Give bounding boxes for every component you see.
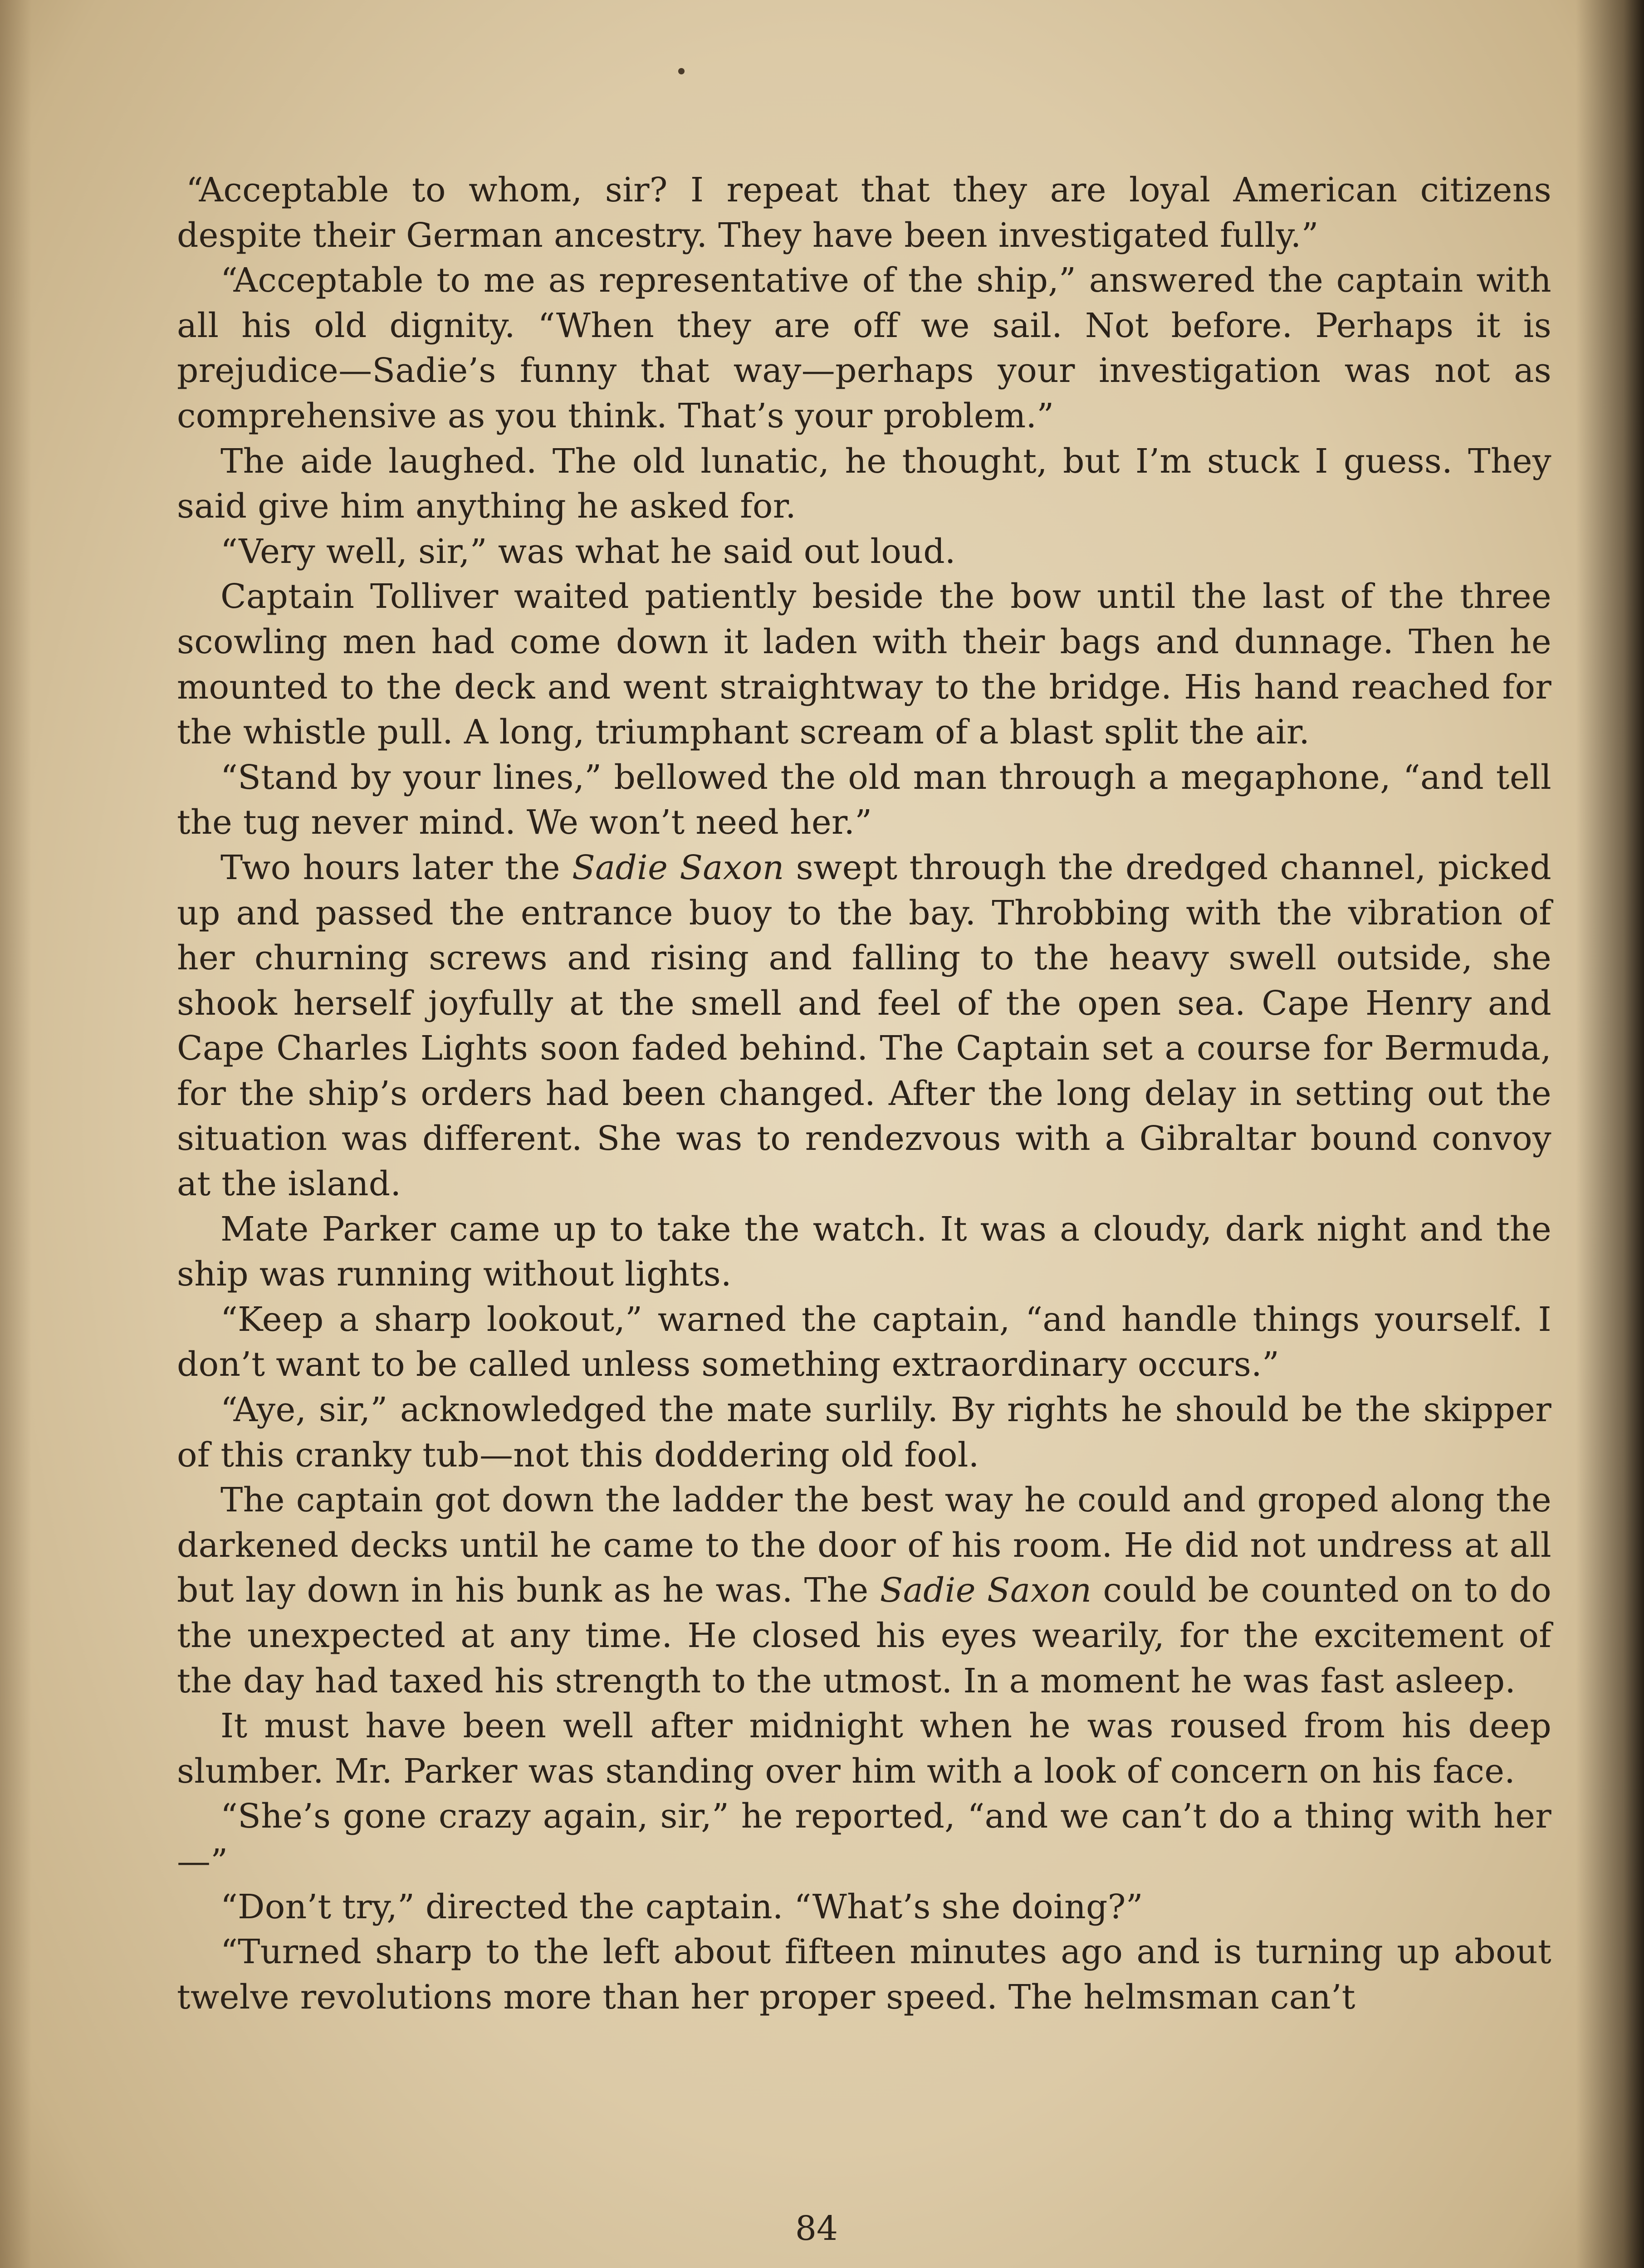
paragraph [177, 574, 1551, 755]
page-number: 84 [795, 2209, 838, 2248]
paragraph [177, 755, 1551, 846]
paragraph [177, 168, 1551, 258]
paragraph-text: “Keep a sharp lookout,” warned the captain, “and handle things yourself. I don’t want to be called unless something extraordinary occurs.” [177, 1300, 1551, 1384]
paragraph-text: The aide laughed. The old lunatic, he thought, but I’m stuck I guess. They said give him anything he asked for. [177, 441, 1551, 526]
paragraph-text: The captain got down the ladder the best way he could and groped along the darkened decks until he came to the door of his room. He did not undress at all but lay down in his bunk as he was. The [177, 1481, 1551, 1610]
paragraph [177, 1704, 1551, 1794]
paragraph-text: “She’s gone crazy again, sir,” he reported, “and we can’t do a thing with her—” [177, 1797, 1551, 1881]
paragraph [177, 1885, 1551, 1930]
paragraph [177, 1297, 1551, 1388]
paragraph-text: could be counted on to do the unexpected at any time. He closed his eyes wearily, for the excitement of the day had taxed his strength to the utmost. In a moment he was fast asleep. [177, 1571, 1551, 1701]
paragraph-text: Two hours later the [220, 848, 572, 887]
paragraph [177, 1388, 1551, 1478]
paragraph [177, 1478, 1551, 1704]
ink-speck [678, 68, 685, 74]
ship-name-italic: Sadie Saxon [880, 1571, 1092, 1610]
paragraph-text: “Stand by your lines,” bellowed the old man through a megaphone, “and tell the tug never mind. We won’t need her.” [177, 758, 1551, 842]
paragraph-text: Mate Parker came up to take the watch. It was a cloudy, dark night and the ship was running without lights. [177, 1209, 1551, 1294]
paragraph-text: “Very well, sir,” was what he said out loud. [220, 532, 956, 571]
paragraph [177, 529, 1551, 575]
body-text [177, 168, 1551, 2020]
paragraph [177, 1207, 1551, 1297]
paragraph [177, 1930, 1551, 2020]
paragraph [177, 258, 1551, 439]
paragraph-text: “Turned sharp to the left about fifteen minutes ago and is turning up about twelve revolutions more than her proper speed. The helmsman can’t [177, 1932, 1551, 2017]
paragraph-text: swept through the dredged channel, picked up and passed the entrance buoy to the bay. Throbbing with the vibration of her churning screws and rising and falling to the heavy swell outside, she shook herself joyfully at the smell and feel of the open sea. Cape Henry and Cape Charles Lights soon faded behind. The Captain set a course for Bermuda, for the ship’s orders had been changed. After the long delay in setting out the situation was different. She was to rendezvous with a Gibraltar bound convoy at the island. [177, 848, 1551, 1204]
paragraph [177, 1794, 1551, 1884]
paragraph-text: “Aye, sir,” acknowledged the mate surlily. By rights he should be the skipper of this cranky tub—not this doddering old fool. [177, 1390, 1551, 1475]
paragraph [177, 439, 1551, 529]
paragraph-text: It must have been well after midnight when he was roused from his deep slumber. Mr. Parker was standing over him with a look of concern on his face. [177, 1706, 1551, 1791]
paragraph-text: “Acceptable to whom, sir? I repeat that they are loyal American citizens despite their German ancestry. They have been investigated fully.” [177, 171, 1551, 255]
paragraph-text: Captain Tolliver waited patiently beside the bow until the last of the three scowling men had come down it laden with their bags and dunnage. Then he mounted to the deck and went straightway to the bridge. His hand reached for the whistle pull. A long, triumphant scream of a blast split the air. [177, 577, 1551, 752]
ship-name-italic: Sadie Saxon [572, 848, 784, 887]
paragraph [177, 846, 1551, 1207]
paragraph-text: “Acceptable to me as representative of the ship,” answered the captain with all his old dignity. “When they are off we sail. Not before. Perhaps it is prejudice—Sadie’s funny that way—perhaps your investigation was not as comprehensive as you think. That’s your problem.” [177, 261, 1551, 435]
paragraph-text: “Don’t try,” directed the captain. “What’s she doing?” [220, 1887, 1143, 1926]
